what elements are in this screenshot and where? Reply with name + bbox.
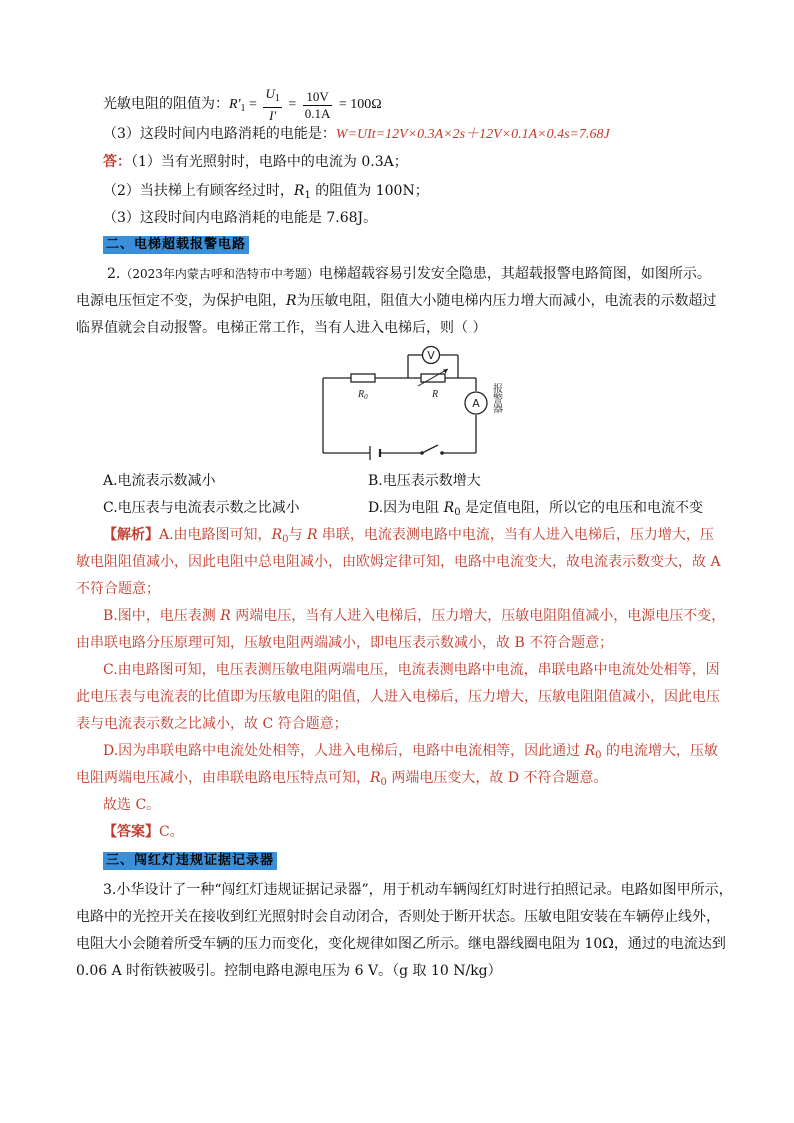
part3-energy-label: （3）这段时间内电路消耗的电能是： [103, 126, 336, 142]
section-heading-3: 三、闯红灯违规证据记录器 [103, 852, 277, 870]
analysis-l9-b: 的电流增大，压敏 [601, 743, 718, 759]
analysis-l1-c: 串联，电流表测电路中电流，当有人进入电梯后，压力增大，压 [317, 527, 714, 543]
analysis-l9-a: D.因为串联电路中电流处处相等，人进入电梯后，电路中电流相等，因此通过 [103, 743, 585, 759]
analysis-line-3: 不符合题意； [76, 581, 160, 597]
section-heading-2: 二、电梯超载报警电路 [103, 236, 249, 254]
formula-label: 光敏电阻的阻值为： [103, 97, 229, 113]
q2-line-1 [107, 264, 711, 284]
analysis-line-2: 敏电阻阻值减小，因此电阻中总电阻减小，由欧姆定律可知，电路中电流变大，故电流表示数变大，故 A [76, 554, 721, 570]
option-d-a: D.因为电阻 [368, 500, 444, 516]
formula-eq1: = [245, 97, 261, 113]
option-d-sub: 0 [454, 507, 461, 518]
q2-line-2-a: 电源电压恒定不变，为保护电阻， [76, 293, 286, 309]
analysis-l1-b: 与 [288, 527, 307, 543]
answer-key-value: C。 [159, 824, 184, 840]
formula-lhs-sub: 1 [240, 103, 246, 115]
q2-line-2-b: 为压敏电阻，阻值大小随电梯内压力增大而减小，电流表的示数超过 [296, 293, 717, 309]
frac2-num: 10V [303, 89, 333, 106]
frac1-den: I' [269, 108, 277, 123]
answer-2-b: 的阻值为 100N； [310, 183, 429, 199]
alarm-label: 报警器 [490, 383, 502, 413]
analysis-l9-sub: 0 [595, 750, 602, 761]
analysis-l4-r: R [220, 608, 231, 624]
fraction-values [303, 89, 333, 122]
analysis-line-4 [103, 606, 725, 626]
formula-eq2: = [284, 97, 300, 113]
analysis-l10-sub: 0 [380, 777, 387, 788]
r0-label: $R_0$ [358, 389, 368, 401]
analysis-line-7: 此电压表与电流表的比值即为压敏电阻的阻值，人进入电梯后，压力增大，压敏电阻阻值减小，因此电压 [76, 689, 720, 705]
voltmeter-label: V [427, 349, 435, 362]
analysis-l1-r: R [306, 527, 318, 543]
analysis-line-1 [103, 525, 714, 550]
answer-line-2 [103, 181, 429, 206]
q3-line-4: 0.06 A 时衔铁被吸引。控制电路电源电压为 6 V。（g 取 10 N/kg） [76, 963, 502, 979]
answer-key-line [103, 822, 184, 842]
analysis-line-11: 故选 C。 [103, 797, 161, 813]
q3-line-3: 电阻大小会随着所受车辆的压力而变化，变化规律如图乙所示。继电器线圈电阻为 10Ω，通过的电流达到 [76, 936, 726, 952]
answer-2-a: （2）当扶梯上有顾客经过时， [103, 183, 294, 199]
option-d-b: 是定值电阻，所以它的电压和电流不变 [460, 500, 704, 516]
answer-2-r: R [293, 183, 305, 199]
analysis-l1-r0: R [271, 527, 283, 543]
q2-number: 2. [107, 266, 121, 282]
q2-line-1-rest: 电梯超载容易引发安全隐患，其超载报警电路简图，如图所示。 [318, 266, 711, 282]
answer-key-tag: 【答案】 [103, 824, 159, 840]
answer-line-3: （3）这段时间内电路消耗的电能是 7.68J。 [103, 210, 378, 226]
q3-line-1: 3.小华设计了一种“闯红灯违规证据记录器”，用于机动车辆闯红灯时进行拍照记录。电路如图甲所示， [103, 882, 733, 898]
option-d-r: R [443, 500, 455, 516]
q2-line-3: 临界值就会自动报警。电梯正常工作，当有人进入电梯后，则（ ） [76, 320, 487, 336]
resistor-r0 [351, 374, 375, 382]
elevator-circuit-diagram [318, 345, 518, 460]
frac1-num-sub: 1 [274, 93, 280, 104]
analysis-l4-b: 两端电压，当有人进入电梯后，压力增大，压敏电阻阻值减小，电源电压不变， [230, 608, 726, 624]
fraction-u-over-i [263, 86, 281, 124]
option-c: C.电压表与电流表示数之比减小 [103, 500, 300, 516]
option-a: A.电流表示数减小 [103, 473, 216, 489]
formula-lhs: R' [229, 97, 241, 113]
analysis-line-8: 表与电流表示数之比减小，故 C 符合题意； [76, 716, 348, 732]
analysis-l1-a: A.由电路图可知， [159, 527, 272, 543]
answer-label: 答： [103, 154, 131, 170]
analysis-l1-sub: 0 [282, 534, 289, 545]
analysis-l9-r: R [584, 743, 596, 759]
part3-energy-formula: W=UIt=12V×0.3A×2s＋12V×0.1A×0.4s=7.68J [335, 127, 610, 142]
option-b: B.电压表示数增大 [368, 473, 481, 489]
ammeter-label: A [472, 397, 480, 410]
formula-result: = 100Ω [335, 97, 382, 113]
resistance-formula [103, 86, 382, 124]
q3-line-2: 电路中的光控开关在接收到红光照射时会自动闭合，否则处于断开状态。压敏电阻安装在车辆停止线外， [76, 909, 720, 925]
option-d [368, 498, 703, 523]
q2-source: （2023年内蒙古呼和浩特市中考题） [120, 267, 319, 281]
analysis-line-9 [103, 741, 718, 766]
analysis-line-6: C.由电路图可知，电压表测压敏电阻两端电压，电流表测电路中电流，串联电路中电流处处相等，因 [103, 662, 720, 678]
answer-1: （1）当有光照射时，电路中的电流为 0.3A； [131, 154, 408, 170]
analysis-l4-a: B.图中，电压表测 [103, 608, 221, 624]
frac1-num: U [265, 86, 275, 101]
answer-2-sub: 1 [304, 190, 311, 201]
analysis-line-5: 由串联电路分压原理可知，压敏电阻两端减小，即电压表示数减小，故 B 不符合题意； [76, 635, 614, 651]
part3-energy-line [103, 124, 610, 145]
answer-line-1 [103, 152, 408, 172]
r-label: R [432, 389, 439, 400]
analysis-tag: 【解析】 [103, 527, 159, 543]
frac2-den: 0.1A [304, 105, 331, 121]
q2-line-2 [76, 291, 717, 311]
analysis-l10-b: 两端电压变大，故 D 不符合题意。 [386, 770, 608, 786]
q2-line-2-r: R [286, 293, 297, 309]
analysis-line-10 [76, 768, 608, 793]
analysis-l10-r: R [370, 770, 381, 786]
analysis-l10-a: 电阻两端电压减小，由串联电路电压特点可知， [76, 770, 370, 786]
